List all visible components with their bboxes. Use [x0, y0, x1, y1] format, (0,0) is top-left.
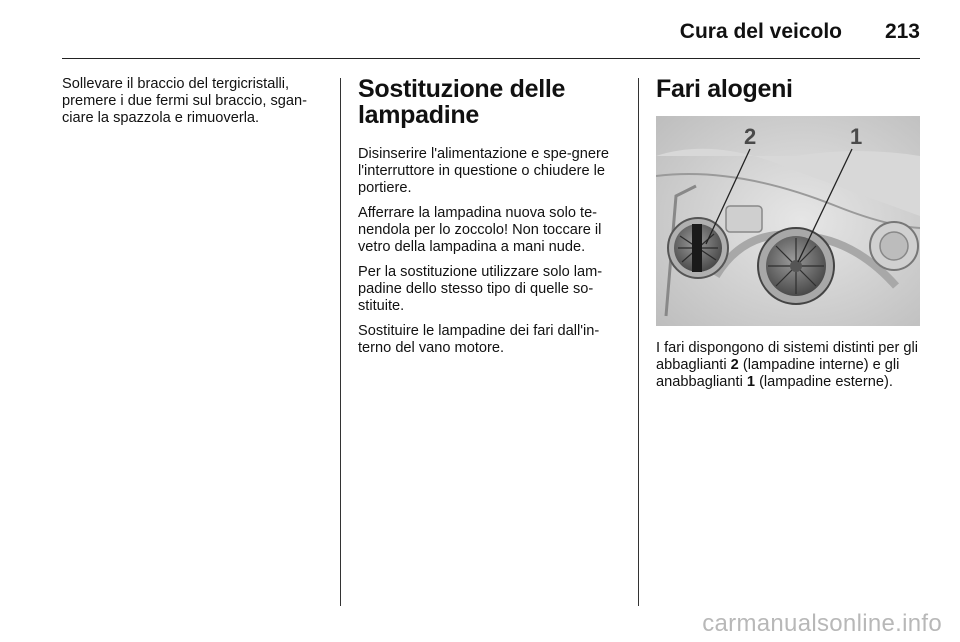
column-1	[62, 76, 324, 135]
headlight-caption: I fari dispongono di sistemi distinti per gli abbaglianti 2 (lampadine interne) e gli anabbaglianti 1 (lampadine esterne).	[656, 340, 919, 390]
paragraph-handle-bulb: Afferrare la lampadina nuova solo te-nendola per lo zoccolo! Non toccare il vetro della lampadina a mani nude.	[358, 205, 602, 255]
bulb-replacement-heading: Sostituzione delle lampadine	[358, 75, 566, 129]
wiper-instructions: Sollevare il braccio del tergicristalli, premere i due fermi sul braccio, sgan-ciare la spazzola e rimuoverla.	[62, 76, 307, 126]
watermark: carmanualsonline.info	[702, 610, 942, 637]
figure-label-1: 1	[850, 124, 863, 149]
column-2	[358, 76, 624, 365]
paragraph-same-type: Per la sostituzione utilizzare solo lam-padine dello stesso tipo di quelle so-stituite.	[358, 264, 603, 314]
page-number: 213	[884, 20, 920, 43]
halogen-headlights-heading: Fari alogeni	[656, 75, 793, 103]
headlight-illustration	[656, 116, 920, 326]
bulb-number-1: 1	[746, 374, 756, 390]
column-divider-1	[340, 78, 341, 606]
column-3	[656, 76, 922, 399]
figure-label-2: 2	[744, 124, 757, 149]
paragraph-engine-bay: Sostituire le lampadine dei fari dall'in-terno del vano motore.	[358, 323, 600, 356]
page-header	[62, 12, 920, 59]
bulb-number-2: 2	[730, 357, 739, 373]
paragraph-power-off: Disinserire l'alimentazione e spe-gnere l'interruttore in questione o chiudere le portiere.	[358, 146, 610, 196]
column-divider-2	[638, 78, 639, 606]
section-title: Cura del veicolo	[679, 20, 842, 43]
